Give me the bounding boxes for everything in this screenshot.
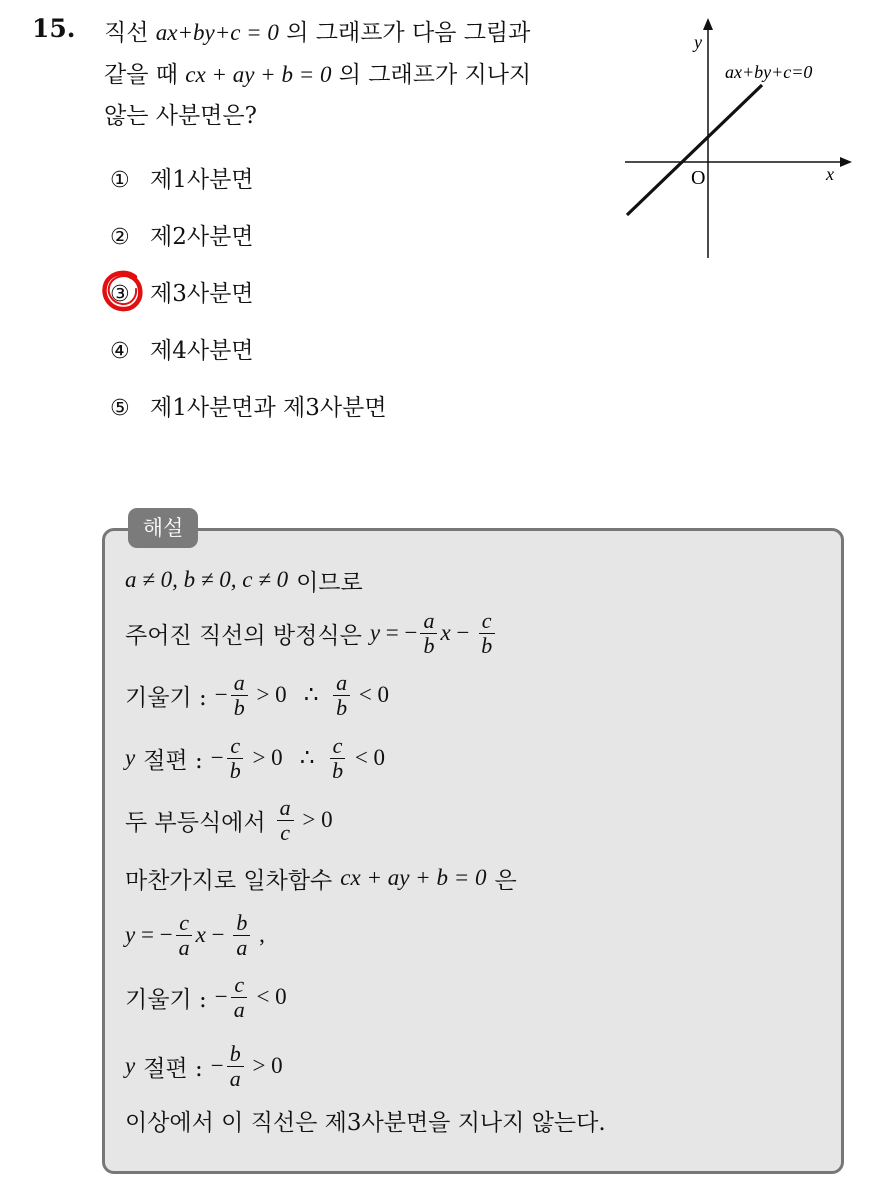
choice-number: ① xyxy=(110,168,130,193)
solution-l6-text: 마찬가지로 일차함수 xyxy=(125,867,333,894)
fraction-b-over-a: $\frac{b}{a}$ xyxy=(227,1042,244,1091)
fraction-c-over-b: $\frac{c}{b}$ xyxy=(227,734,244,783)
math-expr: − xyxy=(214,682,228,707)
math-expr: − xyxy=(450,620,476,645)
solution-l5-text: 두 부등식에서 xyxy=(125,809,266,836)
fraction-a-over-b: $\frac{a}{b}$ xyxy=(231,671,248,720)
question-line-3: 않는 사분면은? xyxy=(104,103,257,129)
choice-number: ③ xyxy=(110,282,130,307)
y-axis-arrow xyxy=(703,18,713,30)
choice-4[interactable] xyxy=(110,331,470,371)
line-equation-label: ax+by+c=0 xyxy=(725,62,813,82)
choice-number: ④ xyxy=(110,339,130,364)
choice-2[interactable] xyxy=(110,217,470,257)
choice-label: 제4사분면 xyxy=(150,338,254,364)
math-expr: − xyxy=(210,1053,224,1078)
fraction-a-over-b: $\frac{a}{b}$ xyxy=(333,671,350,720)
equation-target: cx + ay + b = 0 xyxy=(340,865,487,890)
math-expr: , xyxy=(253,922,265,947)
math-expr: < 0 xyxy=(353,682,390,707)
question-text xyxy=(104,12,604,137)
equation-given: ax+by+c = 0 xyxy=(155,20,279,45)
solution-l2-text: 주어진 직선의 방정식은 xyxy=(125,622,362,649)
solution-line-4 xyxy=(125,732,386,783)
graph-line xyxy=(627,85,762,215)
solution-line-5 xyxy=(125,794,333,845)
solution-line-10: 이상에서 이 직선은 제3사분면을 지나지 않는다. xyxy=(125,1109,606,1136)
question-number: 15. xyxy=(32,14,76,43)
question-line1-pre: 직선 xyxy=(104,20,149,46)
question-line2-pre: 같을 때 xyxy=(104,62,178,88)
choice-label: 제1사분면 xyxy=(150,167,254,193)
solution-line-7 xyxy=(125,909,265,960)
answer-circle-mark xyxy=(101,269,145,313)
coordinate-graph xyxy=(620,18,860,268)
nonzero-condition: a ≠ 0, b ≠ 0, c ≠ 0 xyxy=(125,567,289,592)
solution-tag: 해설 xyxy=(128,508,198,548)
choice-label: 제2사분면 xyxy=(150,224,254,250)
x-axis-label: x xyxy=(826,164,834,184)
math-expr: = − xyxy=(135,922,173,947)
fraction-b-over-a: $\frac{b}{a}$ xyxy=(233,911,250,960)
question-line-2 xyxy=(104,54,604,96)
fraction-a-over-c: $\frac{a}{c}$ xyxy=(277,796,294,845)
choice-number: ② xyxy=(110,225,130,250)
math-expr: > 0 xyxy=(296,807,333,832)
math-expr: > 0 xyxy=(246,1053,283,1078)
math-expr: x xyxy=(195,922,206,947)
choice-label: 제1사분면과 제3사분면 xyxy=(150,395,387,421)
math-expr: − xyxy=(214,984,228,1009)
math-expr: − xyxy=(205,922,231,947)
choice-5[interactable] xyxy=(110,388,470,428)
origin-label: O xyxy=(691,167,706,189)
math-expr: x xyxy=(440,620,451,645)
fraction-c-over-b: $\frac{c}{b}$ xyxy=(478,609,495,658)
choice-3[interactable] xyxy=(110,274,470,314)
choice-number: ⑤ xyxy=(110,396,130,421)
solution-line-8 xyxy=(125,971,287,1022)
fraction-c-over-b: $\frac{c}{b}$ xyxy=(329,734,346,783)
question-line2-post: 의 그래프가 지나지 xyxy=(338,62,532,88)
question-line1-post: 의 그래프가 다음 그림과 xyxy=(286,20,531,46)
choice-label: 제3사분면 xyxy=(150,281,254,307)
solution-line-9 xyxy=(125,1040,283,1091)
solution-l4-text: 절편 : xyxy=(143,747,203,774)
math-expr: y xyxy=(125,745,136,770)
question-line-1 xyxy=(104,12,604,54)
solution-line-1 xyxy=(125,557,363,603)
math-expr: − xyxy=(210,745,224,770)
fraction-a-over-b: $\frac{a}{b}$ xyxy=(420,609,437,658)
math-expr: > 0 ∴ xyxy=(246,745,327,770)
math-expr: y xyxy=(369,620,381,645)
x-axis-arrow xyxy=(840,157,852,167)
solution-l8-text: 기울기 : xyxy=(125,986,207,1013)
solution-l1-text: 이므로 xyxy=(296,569,363,596)
math-expr: y xyxy=(125,922,136,947)
solution-l6-post: 은 xyxy=(494,867,517,894)
solution-line-3 xyxy=(125,669,390,720)
y-axis-label: y xyxy=(694,32,702,52)
choice-1[interactable] xyxy=(110,160,470,200)
solution-line-6 xyxy=(125,855,517,901)
math-expr: y xyxy=(125,1053,136,1078)
equation-target: cx + ay + b = 0 xyxy=(185,62,332,87)
solution-l9-text: 절편 : xyxy=(143,1055,203,1082)
solution-line-2 xyxy=(125,607,498,658)
fraction-c-over-a: $\frac{c}{a}$ xyxy=(231,973,248,1022)
fraction-c-over-a: $\frac{c}{a}$ xyxy=(176,911,193,960)
math-expr: = − xyxy=(380,620,418,645)
math-expr: < 0 xyxy=(349,745,386,770)
math-expr: < 0 xyxy=(250,984,287,1009)
solution-l3-text: 기울기 : xyxy=(125,684,207,711)
math-expr: > 0 ∴ xyxy=(250,682,331,707)
